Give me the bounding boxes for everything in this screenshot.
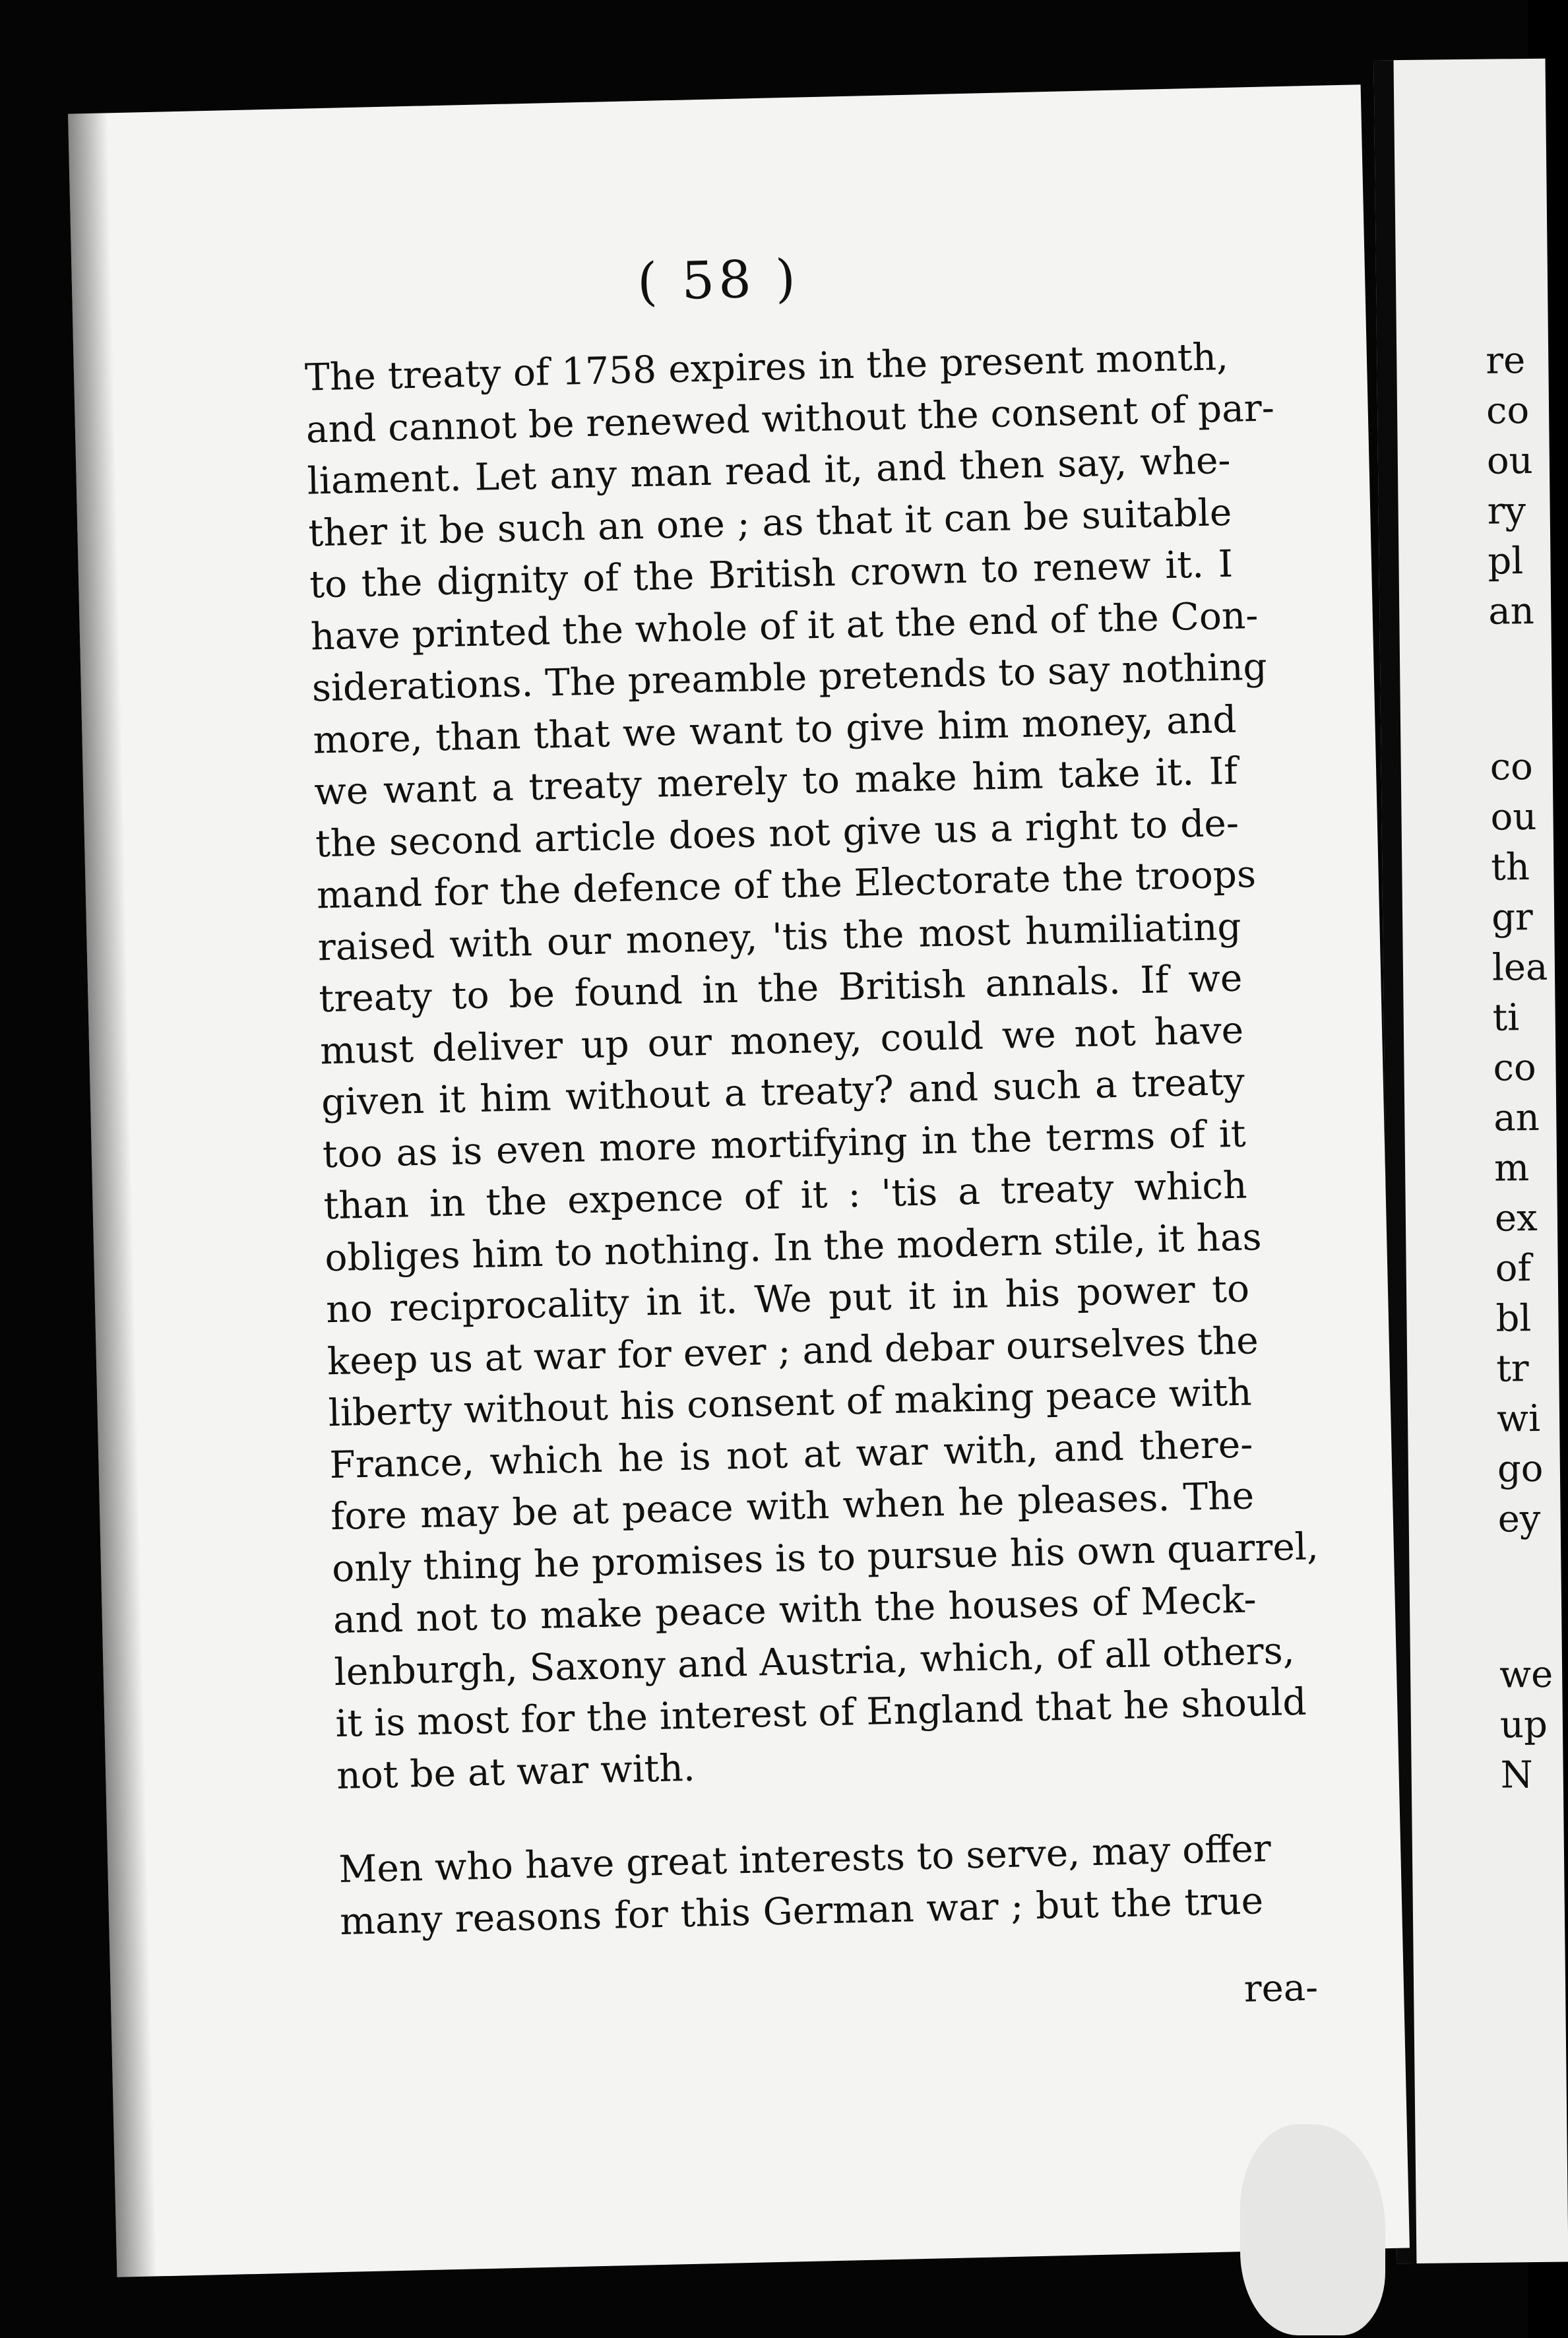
fragment: ey <box>1497 1497 1541 1541</box>
fragment: an <box>1493 1096 1540 1140</box>
text-line: to the dignity of the British crown to renew it. I <box>309 542 1234 607</box>
paragraph <box>304 332 1319 1802</box>
fragment: ou <box>1486 439 1534 483</box>
text-line: The treaty of 1758 expires in the present month, <box>304 335 1229 400</box>
text-line: must deliver up our money, could we not have <box>319 1009 1244 1073</box>
fragment: of <box>1495 1247 1532 1290</box>
facing-page-fragments <box>1486 336 1557 1801</box>
fragment: lea <box>1491 945 1548 990</box>
text-line: Men who have great interests to serve, may offer <box>338 1827 1272 1892</box>
fragment: ti <box>1492 996 1520 1040</box>
catchword: rea- <box>1243 1966 1319 2011</box>
text-line: too as is even more mortifying in the terms of it <box>322 1112 1247 1176</box>
text-line: treaty to be found in the British annals. If we <box>318 957 1243 1021</box>
text-line: have printed the whole of it at the end of the Con- <box>310 594 1259 659</box>
text-line: ther it be such an one ; as that it can be suitable <box>307 491 1232 555</box>
book-page <box>68 84 1410 2277</box>
text-line: France, which he is not at war with, and there- <box>329 1422 1253 1487</box>
text-line: obliges him to nothing. In the modern stile, it has <box>324 1215 1263 1280</box>
text-line: raised with our money, 'tis the most humiliating <box>317 905 1242 969</box>
fragment: up <box>1499 1703 1548 1747</box>
text-line: lenburgh, Saxony and Austria, which, of all others, <box>334 1629 1296 1694</box>
fragment: m <box>1493 1147 1530 1190</box>
fragment: go <box>1497 1447 1544 1491</box>
text-line: it is most for the interest of England that he should <box>334 1680 1307 1746</box>
text-line: keep us at war for ever ; and debar ourselves the <box>327 1319 1259 1383</box>
text-line: given it him without a treaty? and such a treaty <box>321 1060 1245 1125</box>
paper-blot <box>1240 2124 1385 2335</box>
page-number: ( 58 ) <box>637 249 800 313</box>
text-line: the second article does not give us a right to de- <box>315 802 1239 866</box>
text-line: not be at war with. <box>336 1746 696 1798</box>
text-line: siderations. The preamble pretends to say nothing <box>311 645 1268 711</box>
fragment: co <box>1486 389 1530 433</box>
fragment: ex <box>1494 1196 1538 1240</box>
fragment: co <box>1493 1046 1536 1090</box>
text-line: only thing he promises is to pursue his own quarrel, <box>331 1525 1319 1591</box>
fragment: gr <box>1491 895 1534 939</box>
text-line: many reasons for this German war ; but the true <box>339 1879 1264 1943</box>
fragment: N <box>1500 1754 1534 1797</box>
text-line: liament. Let any man read it, and then say, whe- <box>307 439 1232 503</box>
text-line: more, than that we want to give him money, and <box>312 698 1238 762</box>
paragraph <box>338 1823 1272 1948</box>
text-line: no reciprocality in it. We put it in his power to <box>325 1267 1250 1332</box>
fragment: we <box>1499 1653 1553 1697</box>
text-line: and not to make peace with the houses of Meck- <box>332 1578 1257 1643</box>
fragment: th <box>1491 846 1530 889</box>
text-line: we want a treaty merely to make him take it. If <box>313 749 1238 814</box>
fragment: re <box>1485 339 1526 383</box>
fragment: co <box>1490 745 1534 789</box>
fragment: ou <box>1490 795 1537 839</box>
fragment: bl <box>1495 1297 1532 1341</box>
page-body <box>304 332 1319 1948</box>
fragment: tr <box>1495 1347 1529 1391</box>
text-line: fore may be at peace with when he pleases. The <box>330 1474 1255 1539</box>
text-line: and cannot be renewed without the consent of par- <box>305 386 1275 452</box>
text-line: liberty without his consent of making peace with <box>328 1371 1253 1436</box>
fragment: wi <box>1496 1397 1541 1441</box>
fragment: an <box>1488 589 1535 633</box>
fragment: pl <box>1488 540 1524 583</box>
facing-page <box>1374 59 1568 2264</box>
text-line: than in the expence of it : 'tis a treaty which <box>323 1164 1248 1228</box>
fragment: ry <box>1487 490 1526 533</box>
text-line: mand for the defence of the Electorate the troops <box>316 853 1257 918</box>
